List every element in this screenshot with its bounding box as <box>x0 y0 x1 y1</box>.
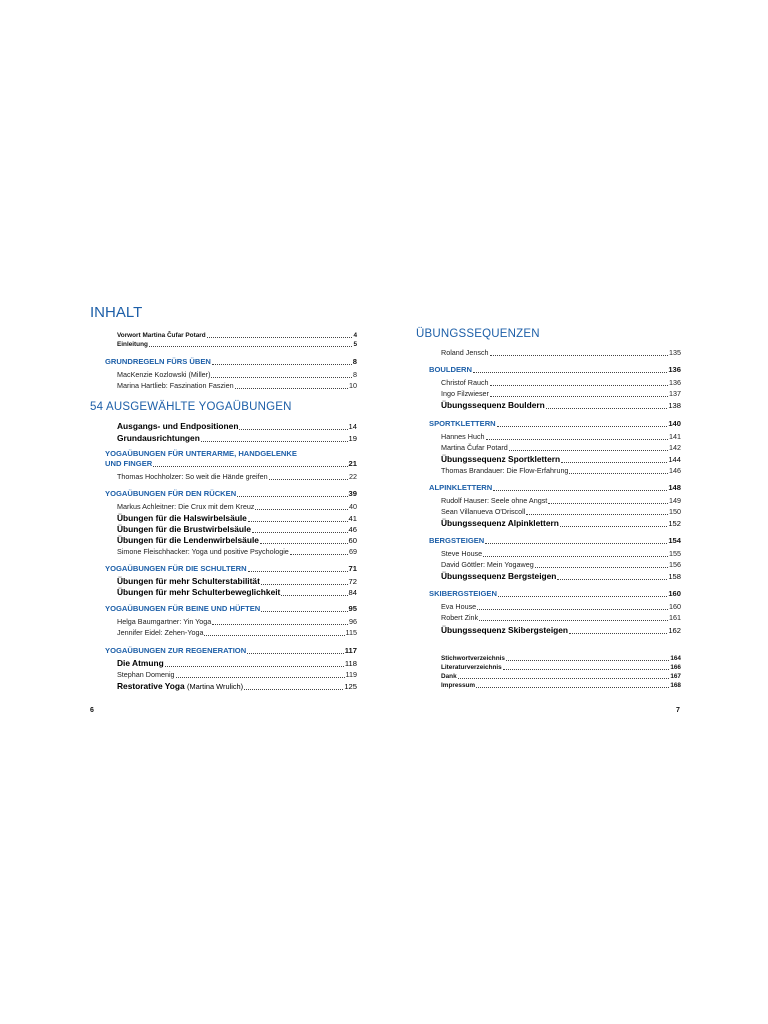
toc-label: Ingo Filzwieser <box>441 389 489 398</box>
dot-leader <box>561 461 667 463</box>
toc-entry[interactable] <box>117 670 357 680</box>
dot-leader <box>497 425 668 427</box>
toc-entry[interactable] <box>117 421 357 432</box>
toc-label: Rudolf Hauser: Seele ohne Angst <box>441 496 548 505</box>
toc-label: Eva House <box>441 602 477 611</box>
toc-entry[interactable] <box>441 625 681 636</box>
toc-entry[interactable] <box>117 658 357 669</box>
toc-label: Thomas Hochholzer: So weit die Hände greifen <box>117 472 268 481</box>
dot-leader <box>255 508 348 510</box>
dot-leader <box>458 677 670 679</box>
toc-label: Steve House <box>441 549 483 558</box>
toc-section-regeneration[interactable] <box>105 646 357 656</box>
toc-section-grundregeln[interactable] <box>105 357 357 367</box>
dot-leader <box>477 608 668 610</box>
toc-page: 136 <box>669 378 681 387</box>
toc-label: Jennifer Eidel: Zehen-Yoga <box>117 628 204 637</box>
toc-label: Übungen für die Halswirbelsäule <box>117 513 247 523</box>
dot-leader <box>153 465 347 467</box>
toc-page: 8 <box>353 370 357 379</box>
dot-leader <box>165 665 344 667</box>
toc-entry[interactable] <box>441 549 681 559</box>
toc-section-ruecken[interactable] <box>105 489 357 499</box>
toc-label: GRUNDREGELN FÜRS ÜBEN <box>105 357 211 366</box>
toc-label: ALPINKLETTERN <box>429 483 493 492</box>
toc-label: YOGAÜBUNGEN FÜR DIE SCHULTERN <box>105 564 247 573</box>
toc-label: BERGSTEIGEN <box>429 536 485 545</box>
dot-leader <box>269 478 348 480</box>
toc-section-bouldern[interactable] <box>429 365 681 375</box>
toc-page: 125 <box>344 682 357 691</box>
dot-leader <box>212 623 348 625</box>
toc-entry[interactable] <box>117 381 357 391</box>
toc-page: 164 <box>670 655 681 662</box>
toc-entry[interactable] <box>441 560 681 570</box>
toc-label: Übungen für mehr Schulterbeweglichkeit <box>117 587 281 597</box>
toc-page: 21 <box>348 459 357 468</box>
toc-label: Impressum <box>441 682 476 689</box>
toc-label: YOGAÜBUNGEN FÜR BEINE UND HÜFTEN <box>105 604 261 613</box>
toc-page: 167 <box>670 673 681 680</box>
toc-section-skibergsteigen[interactable] <box>429 589 681 599</box>
toc-entry[interactable] <box>441 571 681 582</box>
toc-page: 138 <box>668 401 681 410</box>
dot-leader <box>204 634 344 636</box>
toc-entry[interactable] <box>441 518 681 529</box>
toc-entry[interactable] <box>117 576 357 587</box>
dot-leader <box>239 428 347 430</box>
dot-leader <box>557 578 667 580</box>
toc-label: Übungen für die Lendenwirbelsäule <box>117 535 259 545</box>
toc-page: 160 <box>669 602 681 611</box>
toc-entry-appendix[interactable] <box>441 654 681 663</box>
toc-entry[interactable] <box>441 454 681 465</box>
dot-leader <box>281 594 347 596</box>
toc-label: Christof Rauch <box>441 378 489 387</box>
toc-label: Übungen für die Brustwirbelsäule <box>117 524 252 534</box>
toc-label: YOGAÜBUNGEN ZUR REGENERATION <box>105 646 247 655</box>
toc-page: 148 <box>668 483 681 492</box>
toc-label: Übungssequenz Bouldern <box>441 400 545 410</box>
toc-label: Übungssequenz Sportklettern <box>441 454 561 464</box>
toc-page: 144 <box>668 455 681 464</box>
dot-leader <box>490 395 668 397</box>
toc-label: MacKenzie Kozlowski (Miller) <box>117 370 211 379</box>
toc-entry[interactable] <box>117 370 357 380</box>
dot-leader <box>248 570 348 572</box>
dot-leader <box>252 531 348 533</box>
toc-entry[interactable] <box>117 535 357 546</box>
toc-page: 136 <box>668 365 681 374</box>
toc-entry[interactable] <box>441 507 681 517</box>
toc-label-suffix: (Martina Wrulich) <box>186 682 244 691</box>
toc-entry[interactable] <box>117 617 357 627</box>
toc-page: 46 <box>348 525 357 534</box>
dot-leader <box>560 525 667 527</box>
toc-page: 149 <box>669 496 681 505</box>
toc-entry[interactable] <box>441 378 681 388</box>
toc-label: Markus Achleitner: Die Crux mit dem Kreuz <box>117 502 255 511</box>
toc-label: Übungssequenz Alpinklettern <box>441 518 559 528</box>
toc-page: 155 <box>669 549 681 558</box>
dot-leader <box>244 688 343 690</box>
dot-leader <box>535 566 668 568</box>
toc-label: Ausgangs- und Endpositionen <box>117 421 239 431</box>
toc-page: 137 <box>669 389 681 398</box>
toc-page: 41 <box>348 514 357 523</box>
toc-page: 71 <box>348 564 357 573</box>
dot-leader <box>235 387 348 389</box>
toc-label: Hannes Huch <box>441 432 485 441</box>
toc-section-unterarme[interactable] <box>105 459 357 469</box>
toc-entry[interactable] <box>117 628 357 638</box>
toc-label: Dank <box>441 673 457 680</box>
toc-label: SKIBERGSTEIGEN <box>429 589 497 598</box>
toc-entry[interactable] <box>441 496 681 506</box>
section-title-yogauebungen: 54 AUSGEWÄHLTE YOGAÜBUNGEN <box>90 401 292 413</box>
toc-page: 14 <box>348 422 357 431</box>
toc-page: 142 <box>669 443 681 452</box>
dot-leader <box>490 384 668 386</box>
dot-leader <box>473 371 667 373</box>
dot-leader <box>201 440 348 442</box>
dot-leader <box>248 520 348 522</box>
page-title-uebungssequenzen: ÜBUNGSSEQUENZEN <box>416 328 540 340</box>
dot-leader <box>509 449 668 451</box>
toc-label: SPORTKLETTERN <box>429 419 496 428</box>
dot-leader <box>569 472 668 474</box>
toc-entry[interactable] <box>117 524 357 535</box>
toc-page: 162 <box>668 626 681 635</box>
dot-leader <box>479 619 668 621</box>
toc-section-bergsteigen[interactable] <box>429 536 681 546</box>
dot-leader <box>211 376 352 378</box>
toc-label: Simone Fleischhacker: Yoga und positive Psychologie <box>117 547 289 556</box>
toc-label-main: Restorative Yoga <box>117 681 185 691</box>
toc-page: 69 <box>349 547 357 556</box>
toc-page: 19 <box>348 434 357 443</box>
toc-page: 150 <box>669 507 681 516</box>
toc-page: 72 <box>348 577 357 586</box>
toc-entry[interactable] <box>441 400 681 411</box>
toc-label: YOGAÜBUNGEN FÜR DEN RÜCKEN <box>105 489 237 498</box>
toc-label: Roland Jensch <box>441 348 489 357</box>
dot-leader <box>569 632 667 634</box>
toc-page: 95 <box>348 604 357 613</box>
toc-page: 39 <box>348 489 357 498</box>
dot-leader <box>546 407 668 409</box>
toc-label: Thomas Brandauer: Die Flow-Erfahrung <box>441 466 569 475</box>
toc-label <box>117 681 243 692</box>
toc-page: 152 <box>668 519 681 528</box>
toc-page: 119 <box>345 670 357 679</box>
dot-leader <box>149 345 353 347</box>
toc-page: 156 <box>669 560 681 569</box>
dot-leader <box>486 438 668 440</box>
toc-section-schultern[interactable] <box>105 564 357 574</box>
dot-leader <box>261 610 347 612</box>
page-title-inhalt: INHALT <box>90 304 143 321</box>
dot-leader <box>212 363 352 365</box>
toc-page: 22 <box>349 472 357 481</box>
dot-leader <box>247 652 344 654</box>
toc-page: 158 <box>668 572 681 581</box>
toc-entry[interactable] <box>117 433 357 444</box>
toc-entry-einleitung[interactable] <box>117 340 357 349</box>
toc-label: Literaturverzeichnis <box>441 664 502 671</box>
toc-entry[interactable] <box>441 602 681 612</box>
dot-leader <box>485 542 667 544</box>
dot-leader <box>498 595 667 597</box>
toc-page: 135 <box>669 348 681 357</box>
toc-page: 4 <box>353 332 357 339</box>
toc-page: 84 <box>348 588 357 597</box>
toc-page: 117 <box>344 646 357 655</box>
toc-page: 40 <box>349 502 357 511</box>
toc-label: Martina Čufar Potard <box>441 443 508 452</box>
toc-label: Sean Villanueva O'Driscoll <box>441 507 526 516</box>
toc-entry-appendix[interactable] <box>441 681 681 690</box>
toc-label: Marina Hartlieb: Faszination Faszien <box>117 381 234 390</box>
toc-entry[interactable] <box>117 681 357 692</box>
toc-label: Stephan Domenig <box>117 670 175 679</box>
toc-entry[interactable] <box>441 432 681 442</box>
toc-section-beine[interactable] <box>105 604 357 614</box>
toc-label: Vorwort Martina Čufar Potard <box>117 332 206 339</box>
toc-page: 166 <box>670 664 681 671</box>
toc-entry[interactable] <box>441 613 681 623</box>
dot-leader <box>506 659 669 661</box>
dot-leader <box>503 668 670 670</box>
dot-leader <box>548 502 668 504</box>
toc-section-alpinklettern[interactable] <box>429 483 681 493</box>
toc-entry-appendix[interactable] <box>441 663 681 672</box>
toc-page: 161 <box>669 613 681 622</box>
toc-label: Übungssequenz Bergsteigen <box>441 571 557 581</box>
dot-leader <box>483 555 668 557</box>
toc-section-unterarme-line1[interactable]: YOGAÜBUNGEN FÜR UNTERARME, HANDGELENKE <box>105 449 297 458</box>
toc-entry[interactable] <box>441 443 681 453</box>
toc-entry[interactable] <box>117 472 357 482</box>
toc-label: BOULDERN <box>429 365 473 374</box>
toc-entry[interactable] <box>117 587 357 598</box>
dot-leader <box>176 676 345 678</box>
page-number-left: 6 <box>90 707 94 714</box>
toc-page: 168 <box>670 682 681 689</box>
dot-leader <box>526 513 668 515</box>
toc-entry[interactable] <box>117 502 357 512</box>
toc-page: 96 <box>349 617 357 626</box>
toc-page: 118 <box>344 659 357 668</box>
toc-label: Einleitung <box>117 341 148 348</box>
toc-entry[interactable] <box>441 348 681 358</box>
toc-label: Helga Baumgartner: Yin Yoga <box>117 617 212 626</box>
toc-page: 8 <box>352 357 357 366</box>
toc-page: 140 <box>668 419 681 428</box>
toc-page: 146 <box>669 466 681 475</box>
page-number-right: 7 <box>676 707 680 714</box>
toc-entry[interactable] <box>441 389 681 399</box>
toc-page: 141 <box>669 432 681 441</box>
toc-entry-appendix[interactable] <box>441 672 681 681</box>
toc-label: Übungen für mehr Schulterstabilität <box>117 576 260 586</box>
dot-leader <box>290 553 348 555</box>
toc-label: Übungssequenz Skibergsteigen <box>441 625 569 635</box>
toc-label: UND FINGER <box>105 459 153 468</box>
toc-section-sportklettern[interactable] <box>429 419 681 429</box>
toc-page: 10 <box>349 381 357 390</box>
dot-leader <box>207 336 353 338</box>
toc-page: 5 <box>353 341 357 348</box>
toc-page: 160 <box>668 589 681 598</box>
dot-leader <box>476 686 669 688</box>
dot-leader <box>261 583 348 585</box>
toc-label: Die Atmung <box>117 658 164 668</box>
toc-label: Stichwortverzeichnis <box>441 655 505 662</box>
dot-leader <box>237 495 347 497</box>
dot-leader <box>490 354 668 356</box>
toc-page: 115 <box>345 628 357 637</box>
toc-entry[interactable] <box>117 513 357 524</box>
toc-label: David Göttler: Mein Yogaweg <box>441 560 534 569</box>
dot-leader <box>260 542 348 544</box>
toc-entry-vorwort[interactable] <box>117 331 357 340</box>
toc-label: Grundausrichtungen <box>117 433 200 443</box>
toc-entry[interactable] <box>117 547 357 557</box>
dot-leader <box>493 489 667 491</box>
toc-entry[interactable] <box>441 466 681 476</box>
toc-page: 60 <box>348 536 357 545</box>
toc-label: Robert Zink <box>441 613 479 622</box>
toc-page: 154 <box>668 536 681 545</box>
